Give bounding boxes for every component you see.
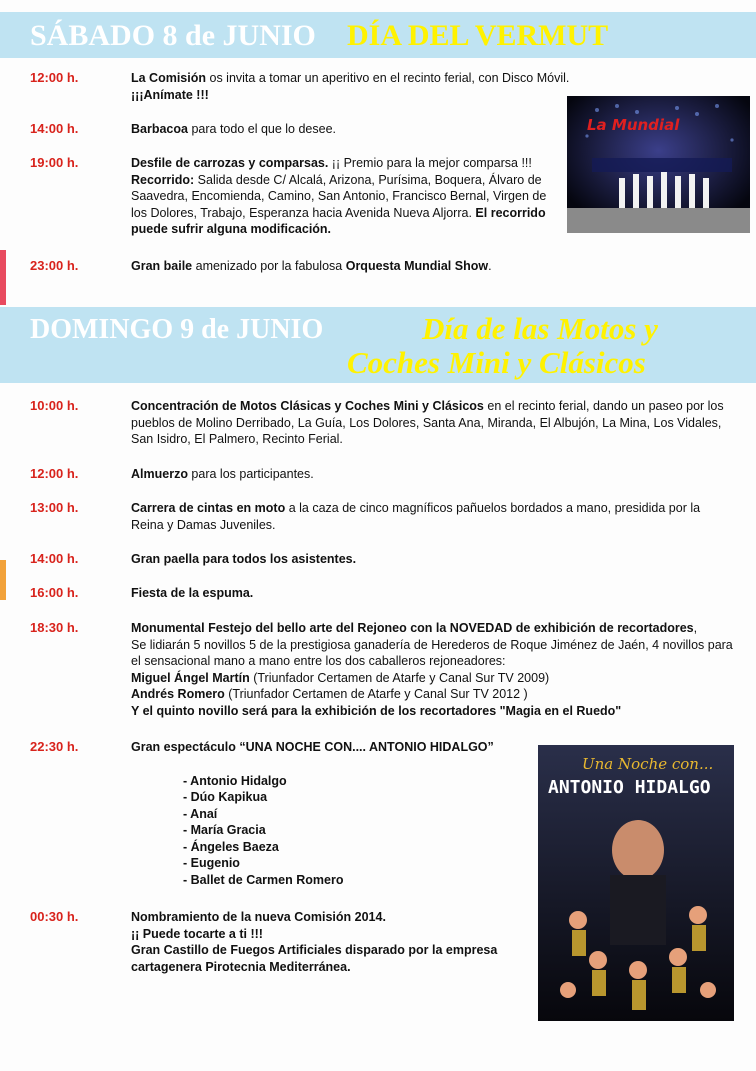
poster-script-text: Una Noche con...	[582, 755, 714, 773]
event-desc	[131, 398, 741, 448]
section2-header	[0, 307, 756, 383]
bold-text: La Comisión	[131, 71, 207, 85]
text-run: en el recinto ferial, dando un paseo por los pueblos de Molino Derribado, La Guía, Los Dolores, Santa Ana, Miranda, El Albujón, La Mina, Los Vidales, San Isidro, El Palmero, Recinto Ferial.	[131, 399, 724, 446]
section1-day: SÁBADO 8 de JUNIO	[30, 19, 316, 52]
bold-text: ¡¡ Puede tocarte a ti !!!	[131, 926, 263, 941]
event-time: 00:30 h.	[30, 909, 79, 924]
left-edge-strip-red	[0, 250, 6, 305]
text-line	[131, 670, 736, 687]
text-line	[131, 942, 531, 975]
text-run: para los participantes.	[187, 467, 314, 481]
event-time: 14:00 h.	[30, 551, 79, 566]
event-time: 12:00 h.	[30, 70, 79, 85]
event-time: 12:00 h.	[30, 466, 79, 481]
bold-text: El recorrido puede sufrir alguna modificación.	[131, 205, 546, 236]
bold-text: Barbacoa	[131, 122, 188, 136]
event-desc	[131, 500, 731, 533]
text-run: Se lidiarán 5 novillos 5 de la prestigiosa ganadería de Herederos de Roque Jiménez de Jaén, 4 novillos para el sensacional mano a mano entre los dos caballeros rejoneadores:	[131, 637, 733, 668]
artist-item: - Ángeles Baeza	[183, 839, 279, 854]
section1-theme: DÍA DEL VERMUT	[347, 19, 609, 52]
event-desc	[131, 121, 551, 138]
artist-item: - Antonio Hidalgo	[183, 773, 287, 788]
event-desc	[131, 258, 731, 275]
event-desc	[131, 585, 731, 602]
bold-text: Fiesta de la espuma.	[131, 586, 254, 600]
bold-text: Almuerzo	[131, 467, 188, 481]
bold-text: Recorrido:	[131, 172, 195, 187]
artist-item: - Dúo Kapikua	[183, 790, 268, 804]
bold-text: Carrera de cintas en moto	[131, 501, 286, 515]
artist-item: - Anaí	[183, 806, 218, 821]
show-title: Gran espectáculo “UNA NOCHE CON.... ANTONIO HIDALGO”	[131, 740, 494, 754]
text-run: (Triunfador Certamen de Atarfe y Canal Sur TV 2012 )	[224, 687, 528, 701]
event-desc	[131, 155, 561, 238]
section2-day: DOMINGO 9 de JUNIO	[30, 314, 324, 345]
text-line	[131, 909, 531, 926]
event-time: 16:00 h.	[30, 585, 79, 600]
section2-theme-line2: Coches Mini y Clásicos	[347, 345, 646, 380]
show-poster	[538, 745, 734, 1021]
text-run: Salida desde C/ Alcalá, Arizona, Purísima, Boquera, Álvaro de Saavedra, Encomienda, Camino, San Antonio, Francisco Bernal, Virgen de los Dolores, Trabajo, Esperanza hacia Avenida Nueva Aljorra.	[131, 172, 547, 220]
text-run: ¡¡ Premio para la mejor comparsa !!!	[328, 156, 532, 170]
bold-text: Miguel Ángel Martín	[131, 670, 250, 685]
left-edge-strip-orange	[0, 560, 6, 600]
bold-text: Nombramiento de la nueva Comisión 2014.	[131, 910, 386, 924]
bold-text: Gran Castillo de Fuegos Artificiales disparado por la empresa cartagenera Pirotecnia Mediterránea.	[131, 943, 498, 974]
artist-list	[131, 773, 531, 889]
artist-item: - María Gracia	[183, 823, 266, 837]
bold-text: Concentración de Motos Clásicas y Coches Mini y Clásicos	[131, 399, 484, 413]
bold-text: Y el quinto novillo será para la exhibición de los recortadores "Magia en el Ruedo"	[131, 703, 622, 718]
event-desc	[131, 739, 531, 888]
event-time: 23:00 h.	[30, 258, 79, 273]
text-run: os invita a tomar un aperitivo en el recinto ferial, con Disco Móvil.	[206, 71, 570, 85]
text-line	[131, 620, 736, 637]
event-time: 13:00 h.	[30, 500, 79, 515]
bold-text: Gran paella para todos los asistentes.	[131, 552, 357, 566]
text-line	[131, 686, 736, 703]
bold-text: Gran baile	[131, 259, 193, 273]
text-line	[131, 703, 736, 720]
bold-text: ¡¡¡Anímate !!!	[131, 87, 209, 102]
text-run: .	[488, 259, 492, 273]
artist-item: - Eugenio	[183, 856, 240, 870]
photo-logo-text: La Mundial	[587, 116, 680, 134]
event-time: 19:00 h.	[30, 155, 79, 170]
bold-text: Orquesta Mundial Show	[345, 259, 489, 273]
text-run: a la caza de cinco magníficos pañuelos bordados a mano, presidida por la Reina y Damas Juveniles.	[131, 501, 701, 532]
event-desc	[131, 70, 571, 103]
poster-title-text: ANTONIO HIDALGO	[548, 777, 711, 798]
event-time: 22:30 h.	[30, 739, 79, 754]
text-line	[131, 926, 531, 943]
text-run: (Triunfador Certamen de Atarfe y Canal Sur TV 2009)	[249, 670, 550, 685]
event-time: 14:00 h.	[30, 121, 79, 136]
text-line	[131, 637, 736, 670]
artist-item: - Ballet de Carmen Romero	[183, 872, 344, 887]
text-run: amenizado por la fabulosa	[192, 259, 346, 273]
bold-text: Andrés Romero	[131, 687, 225, 701]
event-time: 18:30 h.	[30, 620, 79, 635]
bold-text: Monumental Festejo del bello arte del Rejoneo con la NOVEDAD de exhibición de recortadores	[131, 621, 694, 635]
event-desc	[131, 551, 731, 568]
text-run: para todo el que lo desee.	[187, 122, 337, 136]
bold-text: Desfile de carrozas y comparsas.	[131, 156, 329, 170]
event-desc	[131, 620, 736, 719]
section1-header	[0, 12, 756, 58]
event-desc	[131, 909, 531, 975]
event-desc	[131, 466, 731, 483]
text-run: ,	[693, 621, 698, 635]
event-time: 10:00 h.	[30, 398, 79, 413]
section2-theme-line1: Día de las Motos y	[422, 311, 658, 346]
orchestra-photo	[567, 96, 750, 233]
